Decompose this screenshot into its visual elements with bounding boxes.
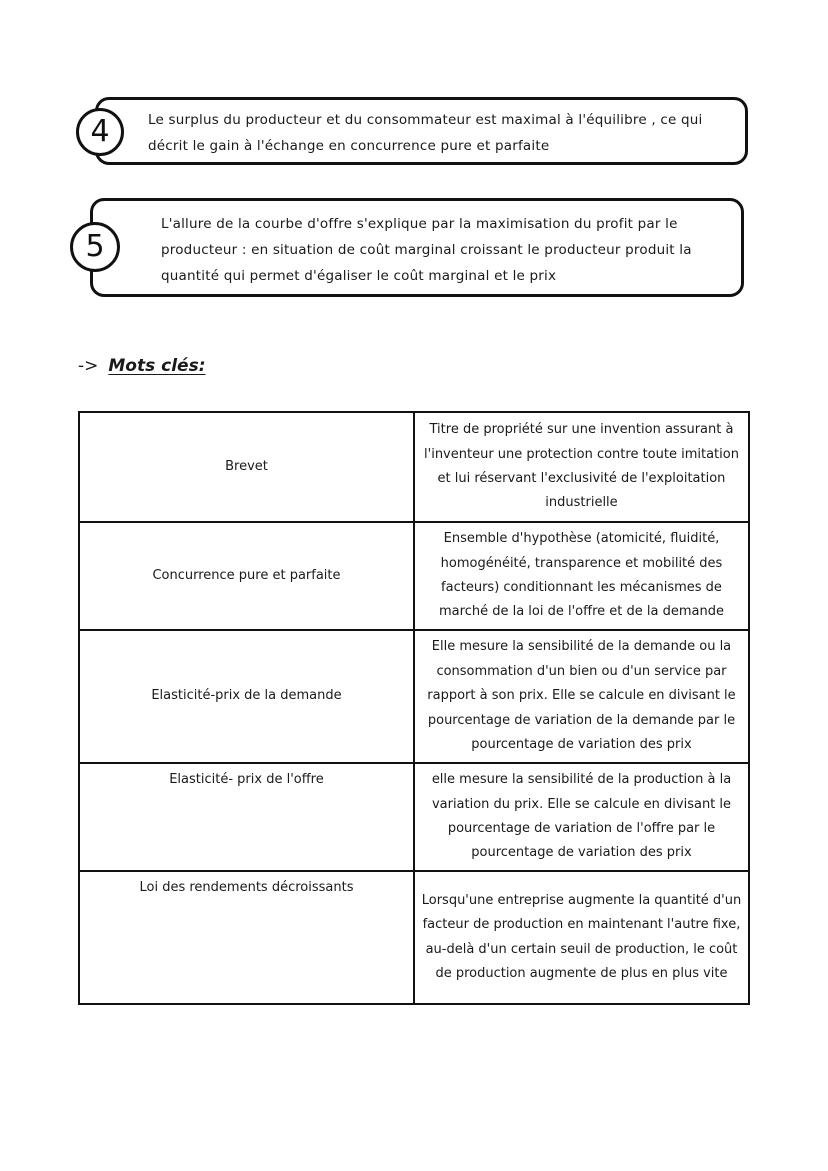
arrow-marker: -> <box>78 356 99 376</box>
term-cell: Loi des rendements décroissants <box>79 871 414 1004</box>
definition-cell: Ensemble d'hypothèse (atomicité, fluidité, homogénéité, transparence et mobilité des facteurs) conditionnant les mécanismes de marché de la loi de l'offre et de la demande <box>414 522 749 630</box>
point-5-text: L'allure de la courbe d'offre s'explique par la maximisation du profit par le producteur : en situation de coût marginal croissant le producteur produit la quantité qui permet d'égaliser le coût marginal et le prix <box>161 216 692 284</box>
keywords-table <box>78 411 750 1005</box>
keywords-title: Mots clés: <box>108 356 206 376</box>
term-cell: Elasticité- prix de l'offre <box>79 763 414 871</box>
definition-cell: Elle mesure la sensibilité de la demande ou la consommation d'un bien ou d'un service par rapport à son prix. Elle se calcule en divisant le pourcentage de variation de la demande par le pourcentage de variation des prix <box>414 630 749 763</box>
table-row <box>79 763 749 871</box>
table-row <box>79 871 749 1004</box>
point-4-box <box>95 97 748 165</box>
term-cell: Concurrence pure et parfaite <box>79 522 414 630</box>
table-row <box>79 412 749 522</box>
point-5-box <box>90 198 744 297</box>
table-row <box>79 522 749 630</box>
point-5-number-badge <box>70 222 120 272</box>
definition-cell: elle mesure la sensibilité de la production à la variation du prix. Elle se calcule en divisant le pourcentage de variation de l'offre par le pourcentage de variation des prix <box>414 763 749 871</box>
point-5-number: 5 <box>85 229 105 264</box>
definition-cell: Lorsqu'une entreprise augmente la quantité d'un facteur de production en maintenant l'autre fixe, au-delà d'un certain seuil de production, le coût de production augmente de plus en plus vite <box>414 871 749 1004</box>
keywords-heading <box>78 356 206 376</box>
point-4-number-badge <box>76 108 124 156</box>
term-cell: Elasticité-prix de la demande <box>79 630 414 763</box>
definition-cell: Titre de propriété sur une invention assurant à l'inventeur une protection contre toute imitation et lui réservant l'exclusivité de l'exploitation industrielle <box>414 412 749 522</box>
term-cell: Brevet <box>79 412 414 522</box>
point-4-number: 4 <box>90 114 110 149</box>
point-4-text: Le surplus du producteur et du consommateur est maximal à l'équilibre , ce qui décrit le gain à l'échange en concurrence pure et parfaite <box>148 112 703 154</box>
table-row <box>79 630 749 763</box>
